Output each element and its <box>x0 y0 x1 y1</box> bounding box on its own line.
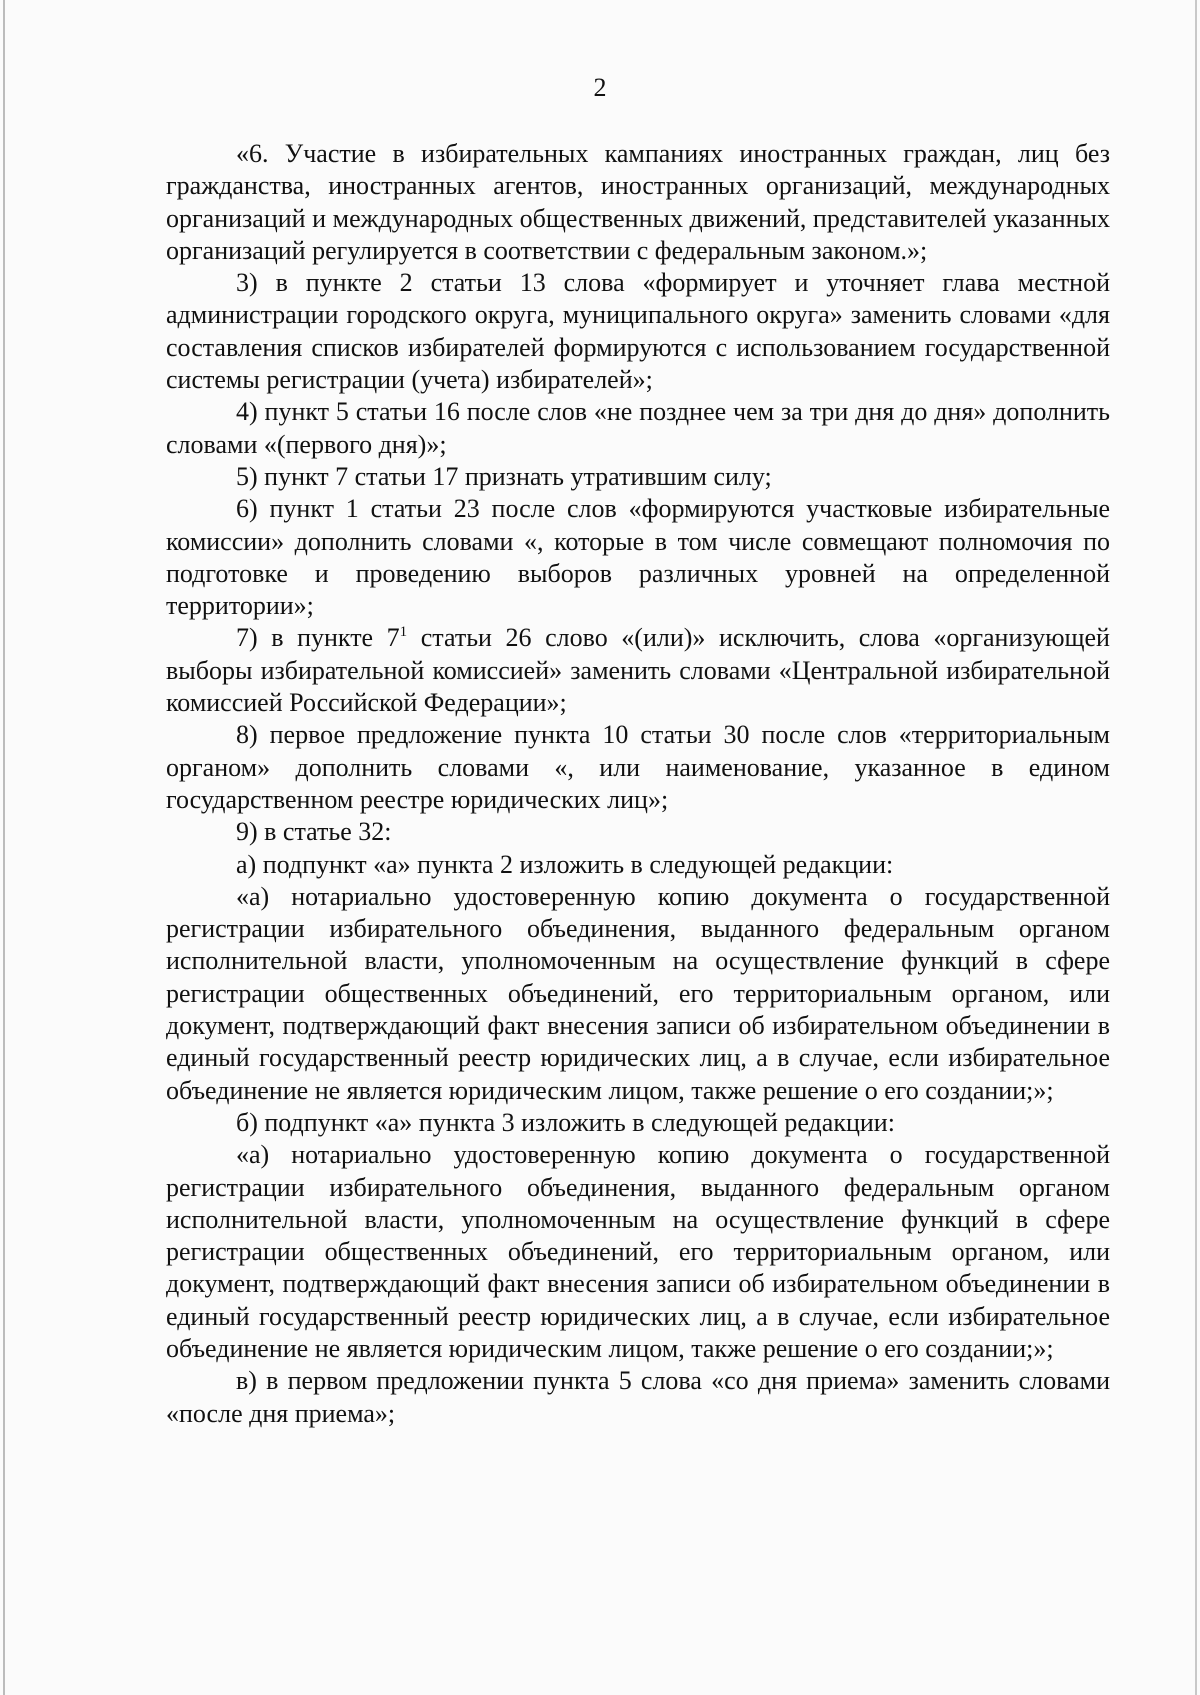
paragraph-text: 4) пункт 5 статьи 16 после слов «не позднее чем за три дня до дня» дополнить словами «(первого дня)»; <box>166 397 1110 459</box>
paragraph-item-9 <box>166 816 1110 848</box>
paragraph-item-4 <box>166 396 1110 461</box>
paragraph-text-before: 7) в пункте 7 <box>236 623 400 653</box>
paragraph-subitem-v <box>166 1365 1110 1430</box>
paragraph-quoted-a-2 <box>166 1139 1110 1365</box>
paragraph-text: 9) в статье 32: <box>236 817 392 847</box>
paragraph-item-6 <box>166 493 1110 622</box>
paragraph-text: б) подпункт «а» пункта 3 изложить в следующей редакции: <box>236 1107 895 1137</box>
scan-edge-left <box>3 0 5 1695</box>
paragraph-text: «6. Участие в избирательных кампаниях иностранных граждан, лиц без гражданства, иностранных агентов, иностранных организаций, международных организаций и международных общественных движений, представителей указанных организаций регулируется в соответствии с федеральным законом.»; <box>166 139 1110 265</box>
paragraph-text: «а) нотариально удостоверенную копию документа о государственной регистрации избирательного объединения, выданного федеральным органом исполнительной власти, уполномоченным на осуществление функций в сфере регистрации общественных объединений, его территориальным органом, или документ, подтверждающий факт внесения записи об избирательном объединении в единый государственный реестр юридических лиц, а в случае, если избирательное объединение не является юридическим лицом, также решение о его создании;»; <box>166 881 1110 1105</box>
document-body <box>166 138 1110 1430</box>
paragraph-text: 8) первое предложение пункта 10 статьи 30 после слов «территориальным органом» дополнить словами «, или наименование, указанное в едином государственном реестре юридических лиц»; <box>166 720 1110 814</box>
paragraph-item-5 <box>166 461 1110 493</box>
paragraph-item-3 <box>166 267 1110 396</box>
paragraph-item-7 <box>166 622 1110 719</box>
paragraph-text: 6) пункт 1 статьи 23 после слов «формируются участковые избирательные комиссии» дополнить словами «, которые в том числе совмещают полномочия по подготовке и проведению выборов различных уровней на определенной территории»; <box>166 494 1110 621</box>
scan-edge-right <box>1195 0 1197 1695</box>
superscript-index: 1 <box>399 624 408 641</box>
paragraph-item-8 <box>166 719 1110 816</box>
paragraph-subitem-a <box>166 849 1110 881</box>
paragraph-text: 3) в пункте 2 статьи 13 слова «формирует и уточняет глава местной администрации городского округа, муниципального округа» заменить словами «для составления списков избирателей формируются с использованием государственной системы регистрации (учета) избирателей»; <box>166 268 1110 395</box>
paragraph-text: 5) пункт 7 статьи 17 признать утратившим силу; <box>236 461 772 491</box>
paragraph-text-after: статьи 26 слово «(или)» исключить, слова «организующей выборы избирательной комиссией» заменить словами «Центральной избирательной комиссией Российской Федерации»; <box>166 623 1110 718</box>
paragraph-quoted-a-1 <box>166 881 1110 1107</box>
paragraph-text: «а) нотариально удостоверенную копию документа о государственной регистрации избирательного объединения, выданного федеральным органом исполнительной власти, уполномоченным на осуществление функций в сфере регистрации общественных объединений, его территориальным органом, или документ, подтверждающий факт внесения записи об избирательном объединении в единый государственный реестр юридических лиц, а в случае, если избирательное объединение не является юридическим лицом, также решение о его создании;»; <box>166 1140 1110 1363</box>
paragraph-text: а) подпункт «а» пункта 2 изложить в следующей редакции: <box>236 849 894 879</box>
paragraph-text: в) в первом предложении пункта 5 слова «со дня приема» заменить словами «после дня приема»; <box>166 1366 1110 1428</box>
paragraph-subitem-b <box>166 1107 1110 1139</box>
page-number: 2 <box>593 73 607 102</box>
paragraph-intro-item-6 <box>166 138 1110 267</box>
